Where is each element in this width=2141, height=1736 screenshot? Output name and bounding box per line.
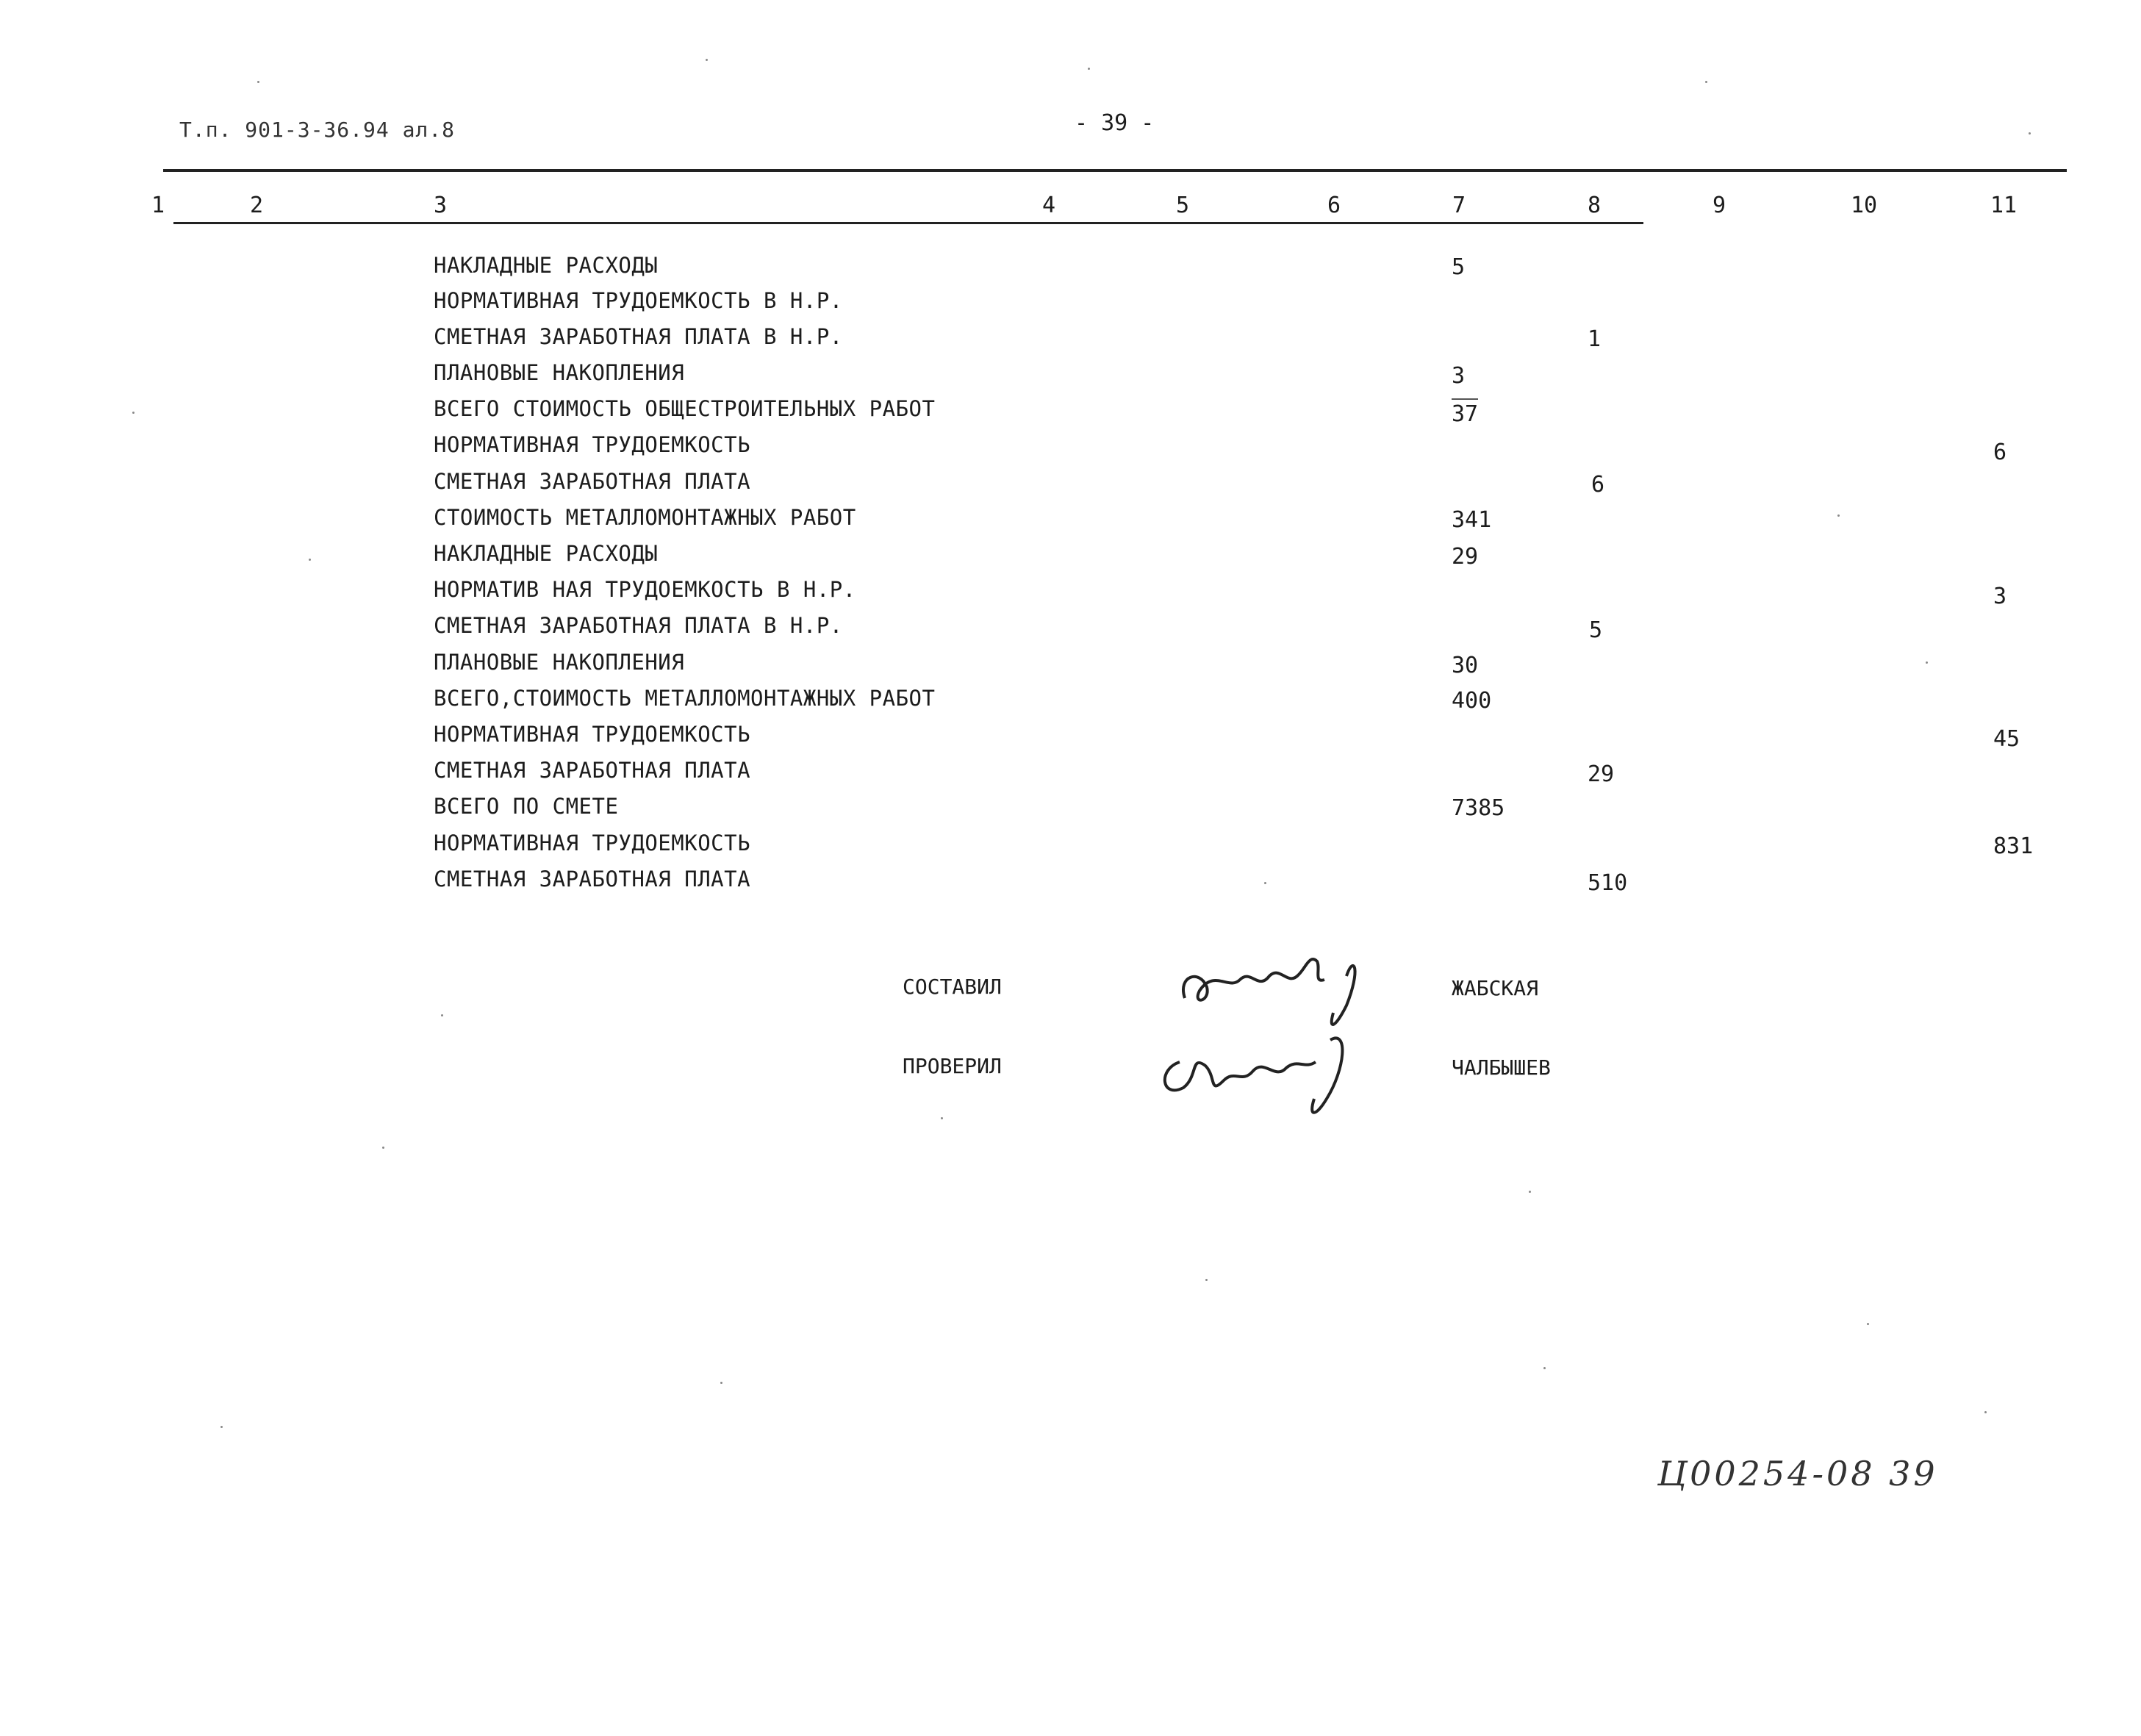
checked-by-name: ЧАЛБЫШЕВ — [1452, 1055, 1551, 1080]
row-value-col7: 5 — [1452, 254, 1466, 280]
scan-speck — [382, 1147, 384, 1149]
scan-speck — [706, 59, 708, 61]
row-value-col7: 341 — [1452, 507, 1492, 533]
archive-stamp-number: Ц00254-08 39 — [1657, 1454, 1938, 1493]
row-value-col7: 37 — [1452, 398, 1478, 427]
row-label: ПЛАНОВЫЕ НАКОПЛЕНИЯ — [434, 360, 685, 385]
row-value-col7: 400 — [1452, 688, 1492, 714]
row-value-col8: 1 — [1588, 326, 1602, 352]
page-number: - 39 - — [1075, 110, 1155, 136]
column-number-3: 3 — [434, 193, 448, 218]
column-number-6: 6 — [1327, 193, 1341, 218]
row-label: НОРМАТИВНАЯ ТРУДОЕМКОСТЬ — [434, 722, 751, 747]
column-number-11: 11 — [1990, 193, 2018, 218]
row-value-col8: 510 — [1588, 870, 1628, 896]
row-value-col7: 3 — [1452, 363, 1466, 389]
row-value-col8: 29 — [1588, 761, 1615, 787]
row-label: НОРМАТИВНАЯ ТРУДОЕМКОСТЬ — [434, 831, 751, 856]
row-label: НОРМАТИВНАЯ ТРУДОЕМКОСТЬ В Н.Р. — [434, 288, 843, 313]
row-value-col11: 831 — [1993, 833, 2034, 859]
table-top-rule — [163, 169, 2067, 172]
scan-speck — [1837, 514, 1840, 517]
row-label: НАКЛАДНЫЕ РАСХОДЫ — [434, 541, 659, 566]
checked-by-label: ПРОВЕРИЛ — [903, 1054, 1002, 1078]
scan-speck — [1705, 81, 1707, 83]
row-label: НОРМАТИВНАЯ ТРУДОЕМКОСТЬ — [434, 432, 751, 457]
row-value-col7: 7385 — [1452, 795, 1505, 821]
column-number-1: 1 — [151, 193, 165, 218]
row-label: СМЕТНАЯ ЗАРАБОТНАЯ ПЛАТА В Н.Р. — [434, 324, 843, 349]
scan-speck — [941, 1117, 943, 1119]
row-label: СМЕТНАЯ ЗАРАБОТНАЯ ПЛАТА В Н.Р. — [434, 613, 843, 638]
row-label: СТОИМОСТЬ МЕТАЛЛОМОНТАЖНЫХ РАБОТ — [434, 505, 856, 530]
row-label: НАКЛАДНЫЕ РАСХОДЫ — [434, 253, 659, 278]
header-bottom-rule — [173, 222, 1643, 224]
column-number-7: 7 — [1452, 193, 1466, 218]
scan-speck — [2029, 132, 2031, 134]
scan-speck — [720, 1382, 722, 1384]
scan-speck — [220, 1426, 223, 1428]
row-label: ПЛАНОВЫЕ НАКОПЛЕНИЯ — [434, 650, 685, 675]
row-label: ВСЕГО СТОИМОСТЬ ОБЩЕСТРОИТЕЛЬНЫХ РАБОТ — [434, 396, 936, 421]
scan-speck — [1984, 1411, 1987, 1413]
document-reference: Т.п. 901-3-36.94 ал.8 — [179, 118, 456, 142]
column-number-2: 2 — [250, 193, 264, 218]
scan-speck — [132, 412, 135, 414]
scan-speck — [1088, 68, 1090, 70]
row-value-col7: 29 — [1452, 544, 1479, 570]
column-number-4: 4 — [1042, 193, 1056, 218]
row-value-col11: 6 — [1993, 440, 2007, 465]
scan-speck — [1529, 1191, 1531, 1193]
compiled-signature — [1170, 947, 1376, 1035]
scan-speck — [309, 559, 311, 561]
column-number-5: 5 — [1176, 193, 1190, 218]
compiled-by-name: ЖАБСКАЯ — [1452, 976, 1539, 1000]
column-number-9: 9 — [1713, 193, 1726, 218]
scan-speck — [1264, 882, 1266, 884]
scan-speck — [1543, 1367, 1546, 1369]
compiled-by-label: СОСТАВИЛ — [903, 975, 1002, 999]
row-label: СМЕТНАЯ ЗАРАБОТНАЯ ПЛАТА — [434, 469, 751, 494]
row-label: ВСЕГО ПО СМЕТЕ — [434, 794, 619, 819]
row-label: СМЕТНАЯ ЗАРАБОТНАЯ ПЛАТА — [434, 758, 751, 783]
scan-speck — [1926, 661, 1928, 664]
checked-signature — [1147, 1025, 1367, 1121]
row-label: НОРМАТИВ НАЯ ТРУДОЕМКОСТЬ В Н.Р. — [434, 577, 856, 602]
scan-speck — [1205, 1279, 1208, 1281]
row-value-col11: 3 — [1993, 584, 2007, 609]
column-number-10: 10 — [1851, 193, 1878, 218]
row-label: СМЕТНАЯ ЗАРАБОТНАЯ ПЛАТА — [434, 867, 751, 892]
scan-speck — [257, 81, 259, 83]
scan-speck — [1867, 1323, 1869, 1325]
scan-speck — [441, 1014, 443, 1016]
row-value-col8: 5 — [1589, 617, 1603, 643]
column-number-8: 8 — [1588, 193, 1602, 218]
row-value-col8: 6 — [1591, 472, 1605, 498]
row-value-col11: 45 — [1993, 726, 2020, 752]
row-label: ВСЕГО,СТОИМОСТЬ МЕТАЛЛОМОНТАЖНЫХ РАБОТ — [434, 686, 936, 711]
row-value-col7: 30 — [1452, 653, 1479, 678]
